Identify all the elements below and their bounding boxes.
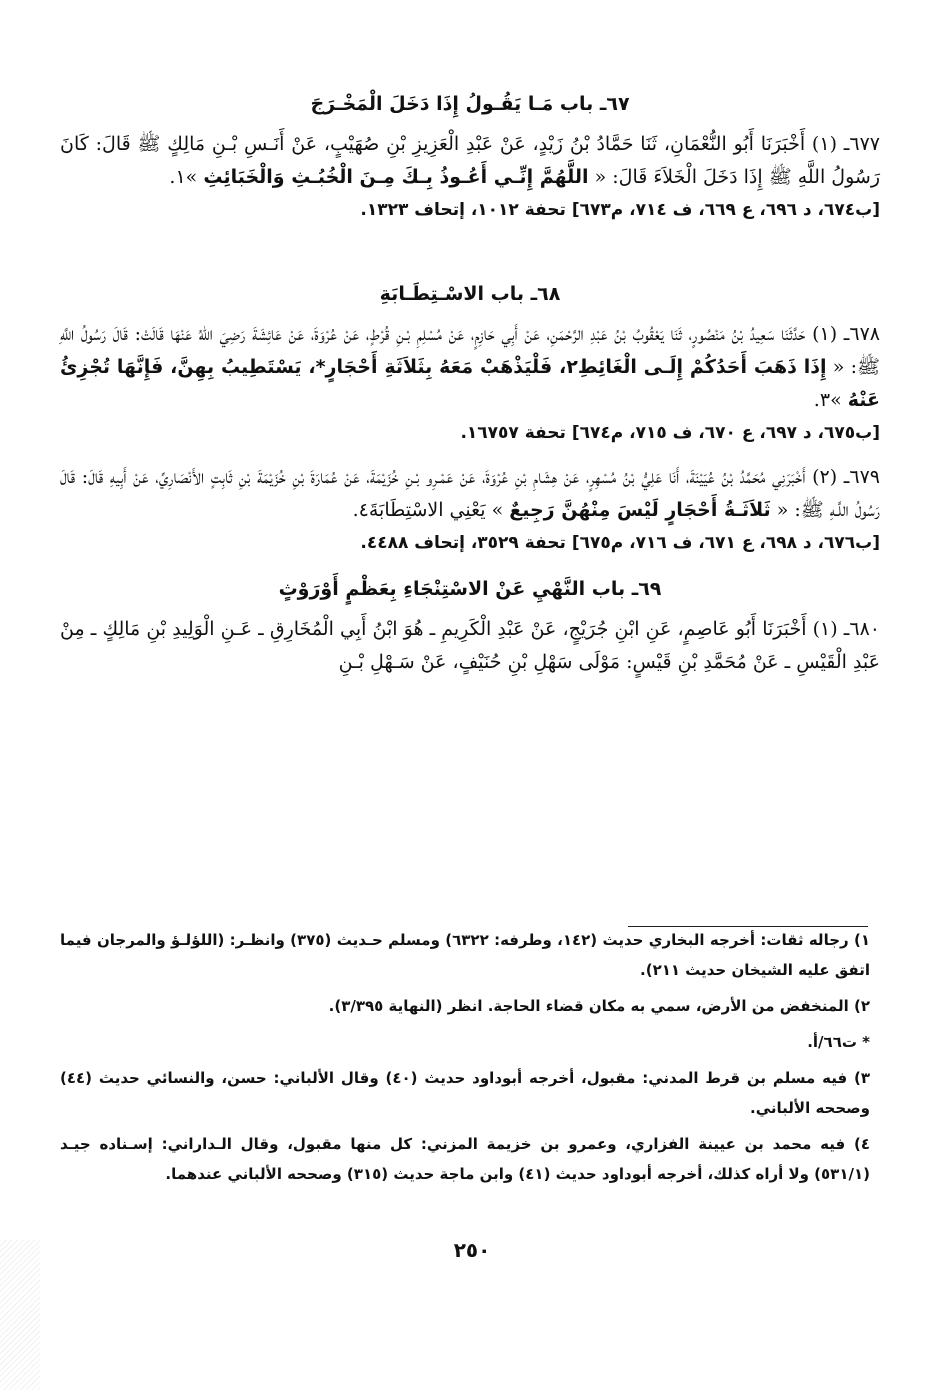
- hadith-677: [60, 128, 880, 194]
- footnote-manuscript: * ت٦٦/أ.: [807, 1033, 870, 1051]
- hadith-quote: ثَلاَثَـةُ أَحْجَارٍ لَيْسَ مِنْهُنَّ رَجِيعٌ: [509, 499, 771, 521]
- hadith-quote: اللَّهُمَّ إِنِّـي أَعُـوذُ بِـكَ مِـنَ الْخُبُـثِ وَالْخَبَائِثِ: [203, 166, 589, 188]
- hadith-text: ٦٧٧ـ (١) أَخْبَرَنَا أَبُو النُّعْمَانِ، ثَنَا حَمَّادُ بْنُ زَيْدٍ، عَنْ عَبْدِ الْعَزِيزِ بْنِ صُهَيْبٍ، عَنْ أَنَـسِ بْـنِ مَالِكٍ ﷺ قَالَ: كَانَ رَسُولُ اللَّهِ ﷺ إِذَا دَخَلَ الْخَلاَءَ قَالَ: «: [60, 133, 880, 188]
- scan-edge-texture: [0, 1240, 40, 1390]
- section-68: [60, 278, 880, 559]
- footnote-2: ٢) المنخفض من الأرض، سمي به مكان قضاء الحاجة. انظر (النهاية ٣/٣٩٥).: [328, 997, 870, 1015]
- section-67: [60, 88, 880, 226]
- hadith-end: »٣.: [813, 389, 848, 411]
- hadith-679: [60, 461, 880, 527]
- hadith-reference: [ب٦٧٤، د ٦٩٦، ع ٦٦٩، ف ٧١٤، م٦٧٣] تحفة ١٠١٢، إتحاف ١٣٢٣.: [360, 200, 880, 220]
- hadith-end: » يَعْنِي الاسْتِطَابَةَ٤.: [352, 499, 510, 521]
- footnote-3: ٣) فيه مسلم بن قرط المدني: مقبول، أخرجه أبوداود حديث (٤٠) وقال الألباني: حسن، والنسائي حديث (٤٤) وصححه الألباني.: [60, 1069, 870, 1117]
- page-number: ٢٥٠: [453, 1238, 491, 1262]
- footnote-4: ٤) فيه محمد بن عيينة الفزاري، وعمرو بن خزيمة المزني: كل منها مقبول، وقال الـداراني: إسـناده جيـد (٥٣١/١) ولا أراه كذلك، أخرجه أبوداود حديث (٤١) وابن ماجة حديث (٣١٥) وصححه الألباني عندهما.: [60, 1135, 870, 1183]
- hadith-quote: إِذَا ذَهَبَ أَحَدُكُمْ إِلَـى الْغَائِطِ٢، فَلْيَذْهَبْ مَعَهُ بِثَلاَثَةِ أَحْجَارٍ*، يَسْتَطِيبُ بِهِنَّ، فَإِنَّهَا تُجْزِئُ عَنْهُ: [60, 356, 880, 411]
- footnotes: [60, 925, 870, 1195]
- section-heading: ٦٩ـ باب النَّهْيِ عَنْ الاسْتِنْجَاءِ بِعَظْمٍ أَوْرَوْثٍ: [278, 578, 662, 600]
- hadith-text: ٦٧٩ـ (٢) أَخْبَرَنِي مُحَمَّدُ بْنُ عُيَيْنَةَ، أَنَا عَلِيُّ بْنُ مُسْهِرٍ، عَنْ هِشَامِ بْنِ عُرْوَةَ، عَنْ عَمْـرِو بْـنِ خُزَيْمَةَ، عَنْ عُمَارَةَ بْنِ خُزَيْمَةَ بْنِ ثَابِتٍ الأَنْصَارِيِّ، عَنْ أَبِيهِ قَالَ: قَالَ رَسُولُ اللَّـهِ ﷺ: «: [60, 466, 880, 521]
- page-body: [60, 88, 880, 679]
- hadith-reference: [ب٦٧٦، د ٦٩٨، ع ٦٧١، ف ٧١٦، م٦٧٥] تحفة ٣٥٢٩، إتحاف ٤٤٨٨.: [360, 533, 880, 553]
- hadith-end: »١.: [169, 166, 204, 188]
- hadith-680: [60, 613, 880, 679]
- section-heading: ٦٨ـ باب الاسْـتِطَـابَةِ: [379, 283, 561, 305]
- section-heading: ٦٧ـ باب مَـا يَقُـولُ إِذَا دَخَلَ الْمَخْـرَجَ: [310, 93, 630, 115]
- section-69: [60, 573, 880, 679]
- hadith-text: ٦٧٨ـ (١) حَدَّثَنَا سَعِيدُ بْنُ مَنْصُورٍ، ثَنَا يَعْقُوبُ بْنُ عَبْدِ الرَّحْمَنِ، عَنْ أَبِي حَازِمٍ، عَنْ مُسْلِمِ بْـنِ قُرْطٍ، عَنْ عُرْوَةَ، عَنْ عَائِشَةَ رَضِيَ اللهُ عَنْهَا قَالَتْ: قَالَ رَسُولُ اللَّهِ ﷺ: «: [60, 323, 880, 378]
- hadith-text: ٦٨٠ـ (١) أَخْبَرَنَا أَبُو عَاصِمٍ، عَنِ ابْنِ جُرَيْجٍ، عَنْ عَبْدِ الْكَرِيمِ ـ هُوَ ابْنُ أَبِي الْمُخَارِقِ ـ عَـنِ الْوَلِيدِ بْنِ مَالِكٍ ـ مِنْ عَبْدِ الْقَيْسِ ـ عَنْ مُحَمَّدِ بْنِ قَيْسٍ: مَوْلَى سَهْلِ بْنِ حُنَيْفٍ، عَنْ سَـهْلِ بْـنِ: [60, 618, 880, 673]
- hadith-678: [60, 318, 880, 417]
- hadith-reference: [ب٦٧٥، د ٦٩٧، ع ٦٧٠، ف ٧١٥، م٦٧٤] تحفة ١٦٧٥٧.: [460, 423, 880, 443]
- footnote-1: ١) رجاله ثقات: أخرجه البخاري حديث (١٤٢، وطرفه: ٦٣٢٢) ومسلم حـديث (٣٧٥) وانظـر: (اللؤلـؤ والمرجان فيما اتفق عليه الشيخان حديث ٢١١).: [60, 931, 870, 979]
